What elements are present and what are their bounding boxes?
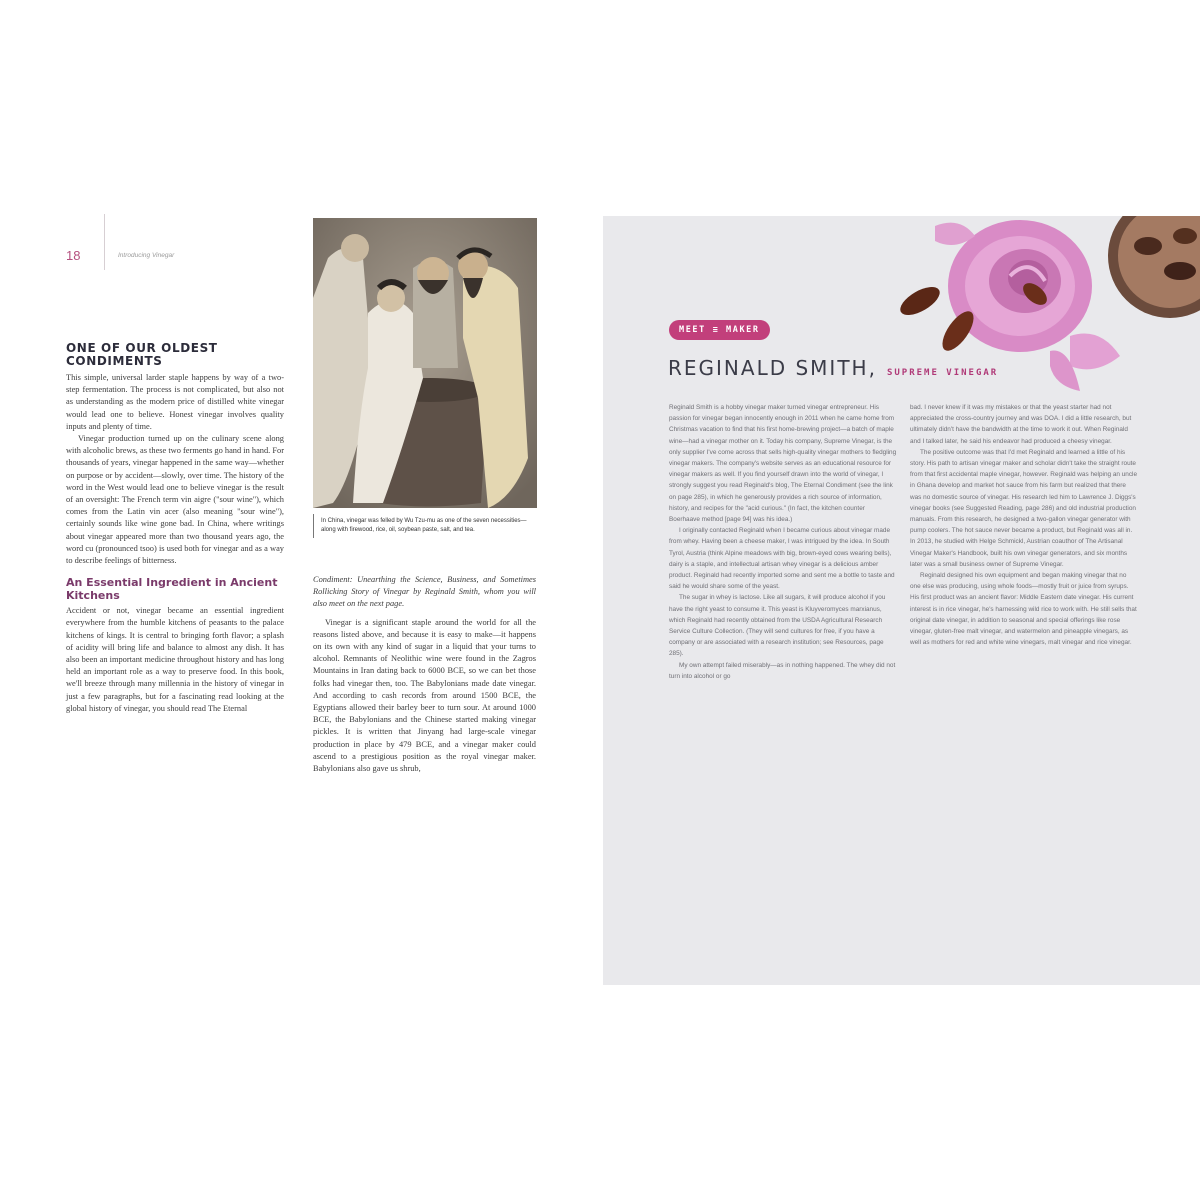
body-paragraph: bad. I never knew if it was my mistakes or that the yeast starter had not appreciated the cross-country journey and was DOA. I did a little research, but ultimately didn't have the bandwidth at the time to work it out. When Reginald and I talked later, he said his endeavor had produced a cheesy vinegar.: [910, 404, 1132, 445]
section-heading: ONE OF OUR OLDEST CONDIMENTS: [66, 341, 218, 368]
body-paragraph: Vinegar is a significant staple around the world for all the reasons listed above, and because it is easy to make—it happens on its own with any kind of sugar in a liquid that your turns to alcohol. Remnants of Neolithic wine were found in the Zagros Mountains in Iran dating back to 6000 BCE, so we can bet those folks had vinegar then, too. The Babylonians made date vinegar. And according to cash records from around 1500 BCE, the Egyptians allowed their barley beer to turn sour. At around 1000 BCE, the Babylonians and the Chinese started making vinegar pickles. It is written that Jinyang had large-scale vinegar production in place by 479 BCE, and a vinegar maker could ascend to a prestigious position as the royal vinegar maker. Babylonians also gave us shrub,: [313, 617, 536, 774]
body-paragraph: Accident or not, vinegar became an essential ingredient everywhere from the humble kitchens of peasants to the palace kitchens of kings. It is central to bringing forth flavor; a splash of acidity will bring life and balance to almost any dish. It has also been an important medicine throughout history and has long held an important role as a way to preserve food. In this book, we'll breeze through many millennia in the history of vinegar in just a few paragraphs, but for a fascinating read looking at the global history of vinegar, you should read The Eternal: [66, 606, 284, 713]
body-paragraph: The positive outcome was that I'd met Reginald and learned a little of his story. His path to artisan vinegar maker and scholar didn't take the straight route from that first accidental maple vinegar, however. Reginald was helping an uncle in Ghana develop and market hot sauce from his farm but realized that there was no domestic source of vinegar. His research led him to Lawrence J. Diggs's vinegar books (see Suggested Reading, page 286) and old industrial production manuals. From this research, he designed a two-gallon vinegar generator with pump coolers. The hot sauce never became a product, but Reginald was all in. In 2013, he studied with Helge Schmickl, Austrian coauthor of The Artisanal Vinegar Maker's Handbook, built his own vinegar generators, and six months later was a small business owner of Supreme Vinegar.: [910, 448, 1137, 568]
painting-art: [313, 218, 537, 508]
meet-the-maker-badge: MEET ≡ MAKER: [669, 320, 770, 340]
middle-column: [313, 574, 536, 775]
maker-company: SUPREME VINEGAR: [886, 368, 999, 378]
right-column-1: [669, 402, 897, 682]
right-column-2: [910, 402, 1138, 648]
body-paragraph: I originally contacted Reginald when I became curious about vinegar made from whey. Having been a cheese maker, I was intrigued by the idea. In South Tyrol, Austria (think Alpine meadows with big, brown-eyed cows wearing bells), dairy is a staple, and intellectual artisan whey vinegar is a delicious amber product. Reginald had recently imported some and sent me a bottle to taste and said he would share some of the yeast.: [669, 527, 895, 591]
body-paragraph: Vinegar production turned up on the culinary scene along with alcoholic brews, as these two ferments go hand in hand. For thousands of years, vinegar happened in the same way—whether on purpose or by accident—slowly, over time. The history of the word in the West would lead one to believe vinegar is the result of an oversight: The French term vin aigre ("sour wine"), which comes from the Latin vin acer (also meaning "sour wine"), certainly sounds like wine gone bad. In China, where writings about vinegar appeared more than two thousand years ago, the word cu (pronounced tsoo) is used both for vinegar and as a way to describe feelings of bitterness.: [66, 434, 284, 566]
body-paragraph: Reginald designed his own equipment and began making vinegar that no one else was producing, using whole foods—mostly fruit or juice from syrups. His first product was an ancient flavor: Middle Eastern date vinegar. His current interest is in rice vinegar, he's harnessing wild rice to work with. He still sells that original date vinegar, in addition to seasonal and special offerings like rose vinegar, gluten-free malt vinegar, and watermelon and pineapple vinegars, as well as mothers for red and white wine vinegars, malt vinegar and rice vinegar.: [910, 572, 1137, 647]
running-head: Introducing Vinegar: [118, 252, 175, 259]
left-column: [66, 342, 284, 715]
maker-title: [668, 356, 998, 380]
body-paragraph: Condiment: Unearthing the Science, Business, and Sometimes Rollicking Story of Vinegar by Reginald Smith, whom you will also meet on the next page.: [313, 575, 536, 609]
figure-caption: In China, vinegar was felled by Wu Tzu-mu as one of the seven necessities—along with firewood, rice, oil, soybean paste, salt, and tea.: [313, 514, 533, 538]
maker-name: REGINALD SMITH,: [668, 356, 877, 380]
body-paragraph: Reginald Smith is a hobby vinegar maker turned vinegar entrepreneur. His passion for vinegar began innocently enough in 2011 when he came home from Christmas vacation to find that his first home-brewing project—a batch of maple wine—had a vinegar mother on it. Today his company, Supreme Vinegar, is the only supplier I've come across that sells high-quality vinegar mothers to fledgling vinegar makers. The company's website serves as an educational resource for vinegar makers as well. If you find yourself drawn into the world of vinegar, I strongly suggest you read Reginald's blog, The Eternal Condiment (see the link on page 285), in which he generously provides a rich source of information, history, and recipes for the "acid curious." (In fact, the kitchen counter Boerhaave method [page 94] was his idea.): [669, 404, 897, 524]
ancient-painting-illustration: [313, 218, 537, 508]
body-paragraph: My own attempt failed miserably—as in nothing happened. The whey did not turn into alcohol or go: [669, 661, 896, 680]
header-rule: [104, 214, 105, 270]
body-paragraph: The sugar in whey is lactose. Like all sugars, it will produce alcohol if you have the right yeast to consume it. This yeast is Kluyveromyces marxianus, which Reginald had recently obtained from the USDA Agricultural Research Service Culture Collection. (They will send cultures for free, if you have a company or are associated with a research institution; see Resources, page 285).: [669, 594, 886, 658]
page-number: 18: [66, 248, 81, 263]
body-paragraph: This simple, universal larder staple happens by way of a two-step fermentation. The process is not complicated, but also not as understanding as the modern price of distilled white vinegar would lead one to believe. Honest vinegar involves quality inputs and plenty of time.: [66, 373, 284, 431]
subsection-heading: An Essential Ingredient in Ancient Kitchens: [66, 576, 278, 602]
